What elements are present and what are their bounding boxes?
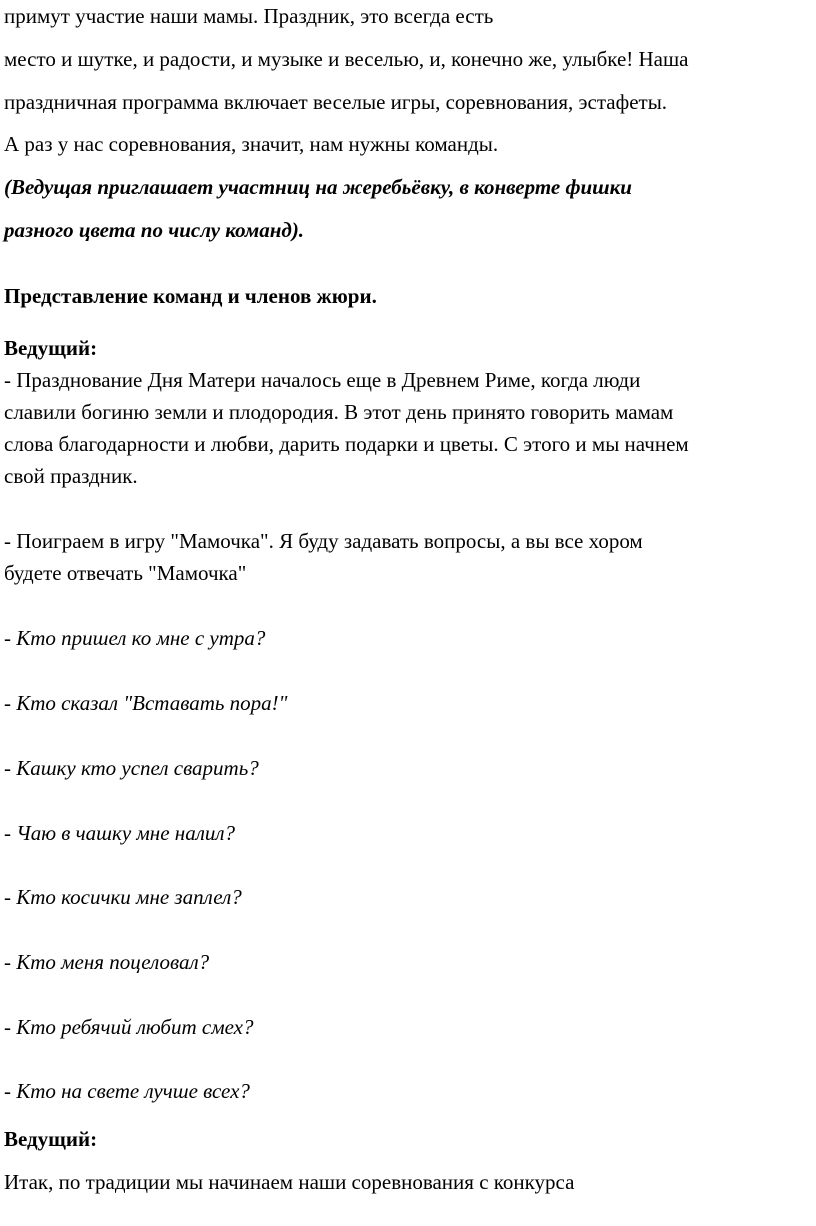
question-dash: - bbox=[4, 756, 17, 780]
question-text: Чаю в чашку мне налил? bbox=[16, 821, 236, 845]
question-item bbox=[4, 884, 242, 910]
question-item bbox=[4, 1014, 253, 1040]
closing-line: Итак, по традиции мы начинаем наши соревнования с конкурса bbox=[4, 1170, 575, 1194]
intro-line: примут участие наши мамы. Праздник, это всегда есть bbox=[4, 4, 494, 28]
paragraph-line: славили богиню земли и плодородия. В этот день принято говорить мамам bbox=[4, 400, 674, 424]
paragraph-line: свой праздник. bbox=[4, 464, 138, 488]
question-dash: - bbox=[4, 821, 17, 845]
question-text: Кто меня поцеловал? bbox=[16, 950, 210, 974]
question-text: Кто косички мне заплел? bbox=[16, 885, 242, 909]
question-text: Кто сказал "Вставать пора!" bbox=[16, 691, 288, 715]
question-item bbox=[4, 755, 259, 781]
question-dash: - bbox=[4, 1079, 17, 1103]
paragraph-line: слова благодарности и любви, дарить подарки и цветы. С этого и мы начнем bbox=[4, 432, 689, 456]
intro-line: место и шутке, и радости, и музыке и веселью, и, конечно же, улыбке! Наша bbox=[4, 47, 689, 71]
stage-direction-line: (Ведущая приглашает участниц на жеребьёвку, в конверте фишки bbox=[4, 175, 632, 199]
question-text: Кто пришел ко мне с утра? bbox=[16, 626, 266, 650]
speaker-label: Ведущий: bbox=[4, 1127, 98, 1151]
question-dash: - bbox=[4, 950, 17, 974]
question-dash: - bbox=[4, 885, 17, 909]
question-dash: - bbox=[4, 1015, 17, 1039]
paragraph-line: будете отвечать "Мамочка" bbox=[4, 561, 247, 585]
question-item bbox=[4, 1078, 250, 1104]
question-dash: - bbox=[4, 691, 17, 715]
intro-line: А раз у нас соревнования, значит, нам нужны команды. bbox=[4, 132, 499, 156]
section-heading: Представление команд и членов жюри. bbox=[4, 284, 377, 308]
intro-line: праздничная программа включает веселые игры, соревнования, эстафеты. bbox=[4, 90, 668, 114]
question-text: Кто на свете лучше всех? bbox=[16, 1079, 250, 1103]
paragraph-line: - Празднование Дня Матери началось еще в Древнем Риме, когда люди bbox=[4, 368, 641, 392]
paragraph-line: - Поиграем в игру "Мамочка". Я буду задавать вопросы, а вы все хором bbox=[4, 529, 643, 553]
question-item bbox=[4, 625, 265, 651]
question-item bbox=[4, 949, 209, 975]
question-item bbox=[4, 820, 235, 846]
stage-direction-line: разного цвета по числу команд). bbox=[4, 218, 305, 242]
speaker-label: Ведущий: bbox=[4, 336, 98, 360]
question-item bbox=[4, 690, 287, 716]
question-text: Кашку кто успел сварить? bbox=[16, 756, 259, 780]
question-dash: - bbox=[4, 626, 17, 650]
question-text: Кто ребячий любит смех? bbox=[16, 1015, 254, 1039]
